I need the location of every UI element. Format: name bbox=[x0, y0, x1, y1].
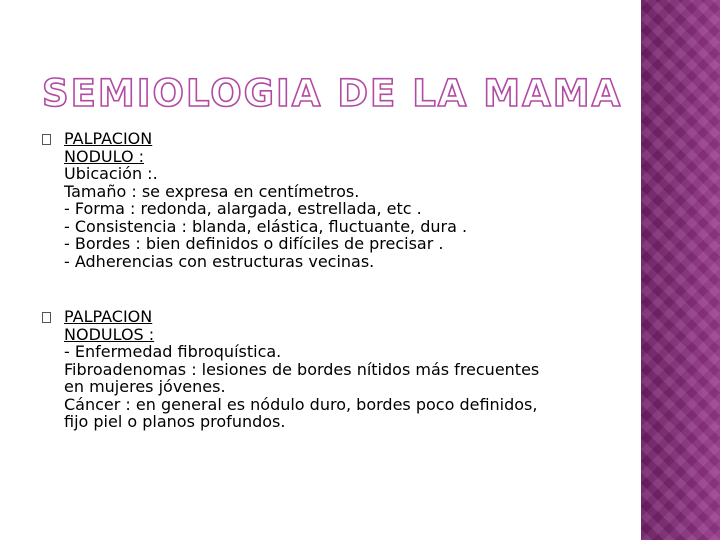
bullet-item-nodulo bbox=[42, 130, 612, 270]
bullet-line: en mujeres jóvenes. bbox=[64, 377, 226, 396]
bullet-line: - Adherencias con estructuras vecinas. bbox=[64, 251, 375, 271]
bullet-line: - Forma : redonda, alargada, estrellada, etc . bbox=[64, 199, 422, 218]
decorative-side-band bbox=[641, 0, 720, 540]
bullet-line: Tamaño : se expresa en centímetros. bbox=[64, 181, 360, 201]
bullet-subheading bbox=[64, 148, 612, 166]
bullet-item-nodulos bbox=[42, 308, 612, 431]
bullet-line: - Consistencia : blanda, elástica, fluctuante, dura . bbox=[64, 216, 468, 236]
bullet-line: fijo piel o planos profundos. bbox=[64, 412, 286, 431]
bullet-line: - Enfermedad fibroquística. bbox=[64, 342, 282, 361]
bullet-line: Cáncer : en general es nódulo duro, bordes poco definidos, bbox=[64, 394, 538, 414]
bullet-line: Fibroadenomas : lesiones de bordes nítidos más frecuentes bbox=[64, 359, 540, 379]
bullet-text bbox=[64, 308, 612, 431]
bullet-heading: PALPACION bbox=[64, 129, 153, 148]
slide-title: SEMIOLOGIA DE LA MAMA bbox=[42, 72, 623, 115]
subheading-suffix: : bbox=[148, 324, 155, 344]
bullet-line: - Bordes : bien definidos o difíciles de precisar . bbox=[64, 234, 444, 253]
checkbox-bullet-icon bbox=[42, 134, 51, 145]
bullet-text bbox=[64, 130, 612, 270]
bullet-line: Ubicación :. bbox=[64, 164, 158, 183]
checkbox-bullet-icon bbox=[42, 312, 51, 323]
subheading-text: NODULOS bbox=[64, 324, 149, 344]
subheading-text: NODULO bbox=[64, 146, 134, 166]
bullet-subheading bbox=[64, 326, 612, 344]
subheading-suffix: : bbox=[133, 146, 145, 166]
bullet-heading: PALPACION bbox=[64, 307, 153, 326]
